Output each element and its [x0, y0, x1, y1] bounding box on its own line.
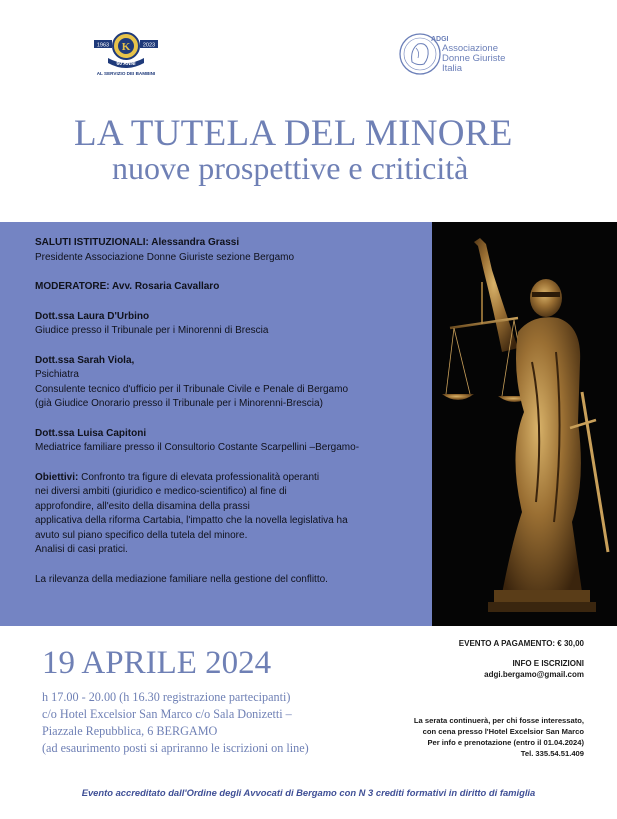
- logo-tagline: AL SERVIZIO DEI BAMBINI: [96, 71, 156, 76]
- dinner-line2: con cena presso l'Hotel Excelsior San Marco: [422, 727, 584, 736]
- association-name-line1: Associazione: [442, 43, 498, 54]
- saluti-role: Presidente Associazione Donne Giuriste sezione Bergamo: [35, 251, 295, 263]
- adgi-mark: ADGI: [431, 36, 449, 43]
- svg-text:K: K: [121, 41, 131, 53]
- speaker2-role2: Consulente tecnico d'ufficio per il Tribunale Civile e Penale di Bergamo: [35, 383, 349, 395]
- association-name-line3: Italia: [442, 63, 463, 74]
- saluti-label: SALUTI ISTITUZIONALI: Alessandra Grassi: [35, 237, 240, 248]
- speaker3-name: Dott.ssa Luisa Capitoni: [35, 427, 147, 439]
- dinner-line3: Per info e prenotazione (entro il 01.04.2024): [427, 738, 584, 747]
- event-time: h 17.00 - 20.00 (h 16.30 registrazione partecipanti): [42, 690, 291, 704]
- obiettivi-line1: Confronto tra figure di elevata professionalità operanti: [78, 471, 320, 483]
- kiwanis-60-anni-logo: [86, 30, 166, 78]
- title-subtitle: nuove prospettive e criticità: [112, 150, 469, 186]
- obiettivi-line6: Analisi di casi pratici.: [35, 544, 128, 555]
- contact-phone: Tel. 335.54.51.409: [520, 749, 584, 758]
- event-note: (ad esaurimento posti si apriranno le iscrizioni on line): [42, 741, 309, 755]
- contact-email[interactable]: adgi.bergamo@gmail.com: [484, 670, 584, 679]
- obiettivi-line3: approfondire, all'esito della disamina della prassi: [35, 500, 250, 512]
- association-name: [442, 44, 505, 74]
- lady-justice-statue-image: [432, 222, 617, 626]
- info-iscrizioni: INFO E ISCRIZIONI: [512, 659, 584, 668]
- association-name-line2: Donne Giuriste: [442, 53, 506, 64]
- accreditation-footer: Evento accreditato dall'Ordine degli Avvocati di Bergamo con N 3 crediti formativi in diritto di famiglia: [81, 787, 536, 798]
- speaker1-name: Dott.ssa Laura D'Urbino: [35, 310, 150, 322]
- event-address: Piazzale Repubblica, 6 BERGAMO: [42, 724, 218, 738]
- event-date: 19 APRILE 2024: [42, 645, 272, 681]
- info-block: [459, 638, 584, 680]
- program-text: [35, 236, 425, 602]
- logo-year-start: 1963: [96, 42, 110, 49]
- title-main: LA TUTELA DEL MINORE: [74, 113, 513, 154]
- moderatore: MODERATORE: Avv. Rosaria Cavallaro: [35, 281, 220, 292]
- speaker3-role: Mediatrice familiare presso il Consultorio Costante Scarpellini –Bergamo-: [35, 442, 360, 453]
- event-details: [42, 689, 309, 757]
- speaker2-role1: Psichiatra: [35, 369, 79, 380]
- event-venue: c/o Hotel Excelsior San Marco c/o Sala Donizetti –: [42, 707, 292, 721]
- obiettivi-label: Obiettivi:: [35, 471, 79, 483]
- logo-year-end: 2023: [142, 42, 156, 49]
- event-fee: EVENTO A PAGAMENTO: € 30,00: [458, 639, 584, 648]
- speaker2-name: Dott.ssa Sarah Viola,: [35, 354, 135, 366]
- dinner-note: [414, 715, 584, 759]
- logo-years-label: 60 ANNI: [116, 61, 136, 67]
- obiettivi-line5: avuto sul piano specifico della tutela del minore.: [35, 529, 248, 541]
- speaker1-role: Giudice presso il Tribunale per i Minorenni di Brescia: [35, 325, 269, 336]
- speaker2-role3: (già Giudice Onorario presso il Tribunale per i Minorenni-Brescia): [35, 398, 323, 409]
- obiettivi-line2: nei diversi ambiti (giuridico e medico-scientifico) al fine di: [35, 486, 287, 497]
- obiettivi-line4: applicativa della riforma Cartabia, l'impatto che la novella legislativa ha: [35, 515, 348, 526]
- mediazione-note: La rilevanza della mediazione familiare nella gestione del conflitto.: [35, 573, 328, 585]
- dinner-line1: La serata continuerà, per chi fosse interessato,: [413, 716, 584, 725]
